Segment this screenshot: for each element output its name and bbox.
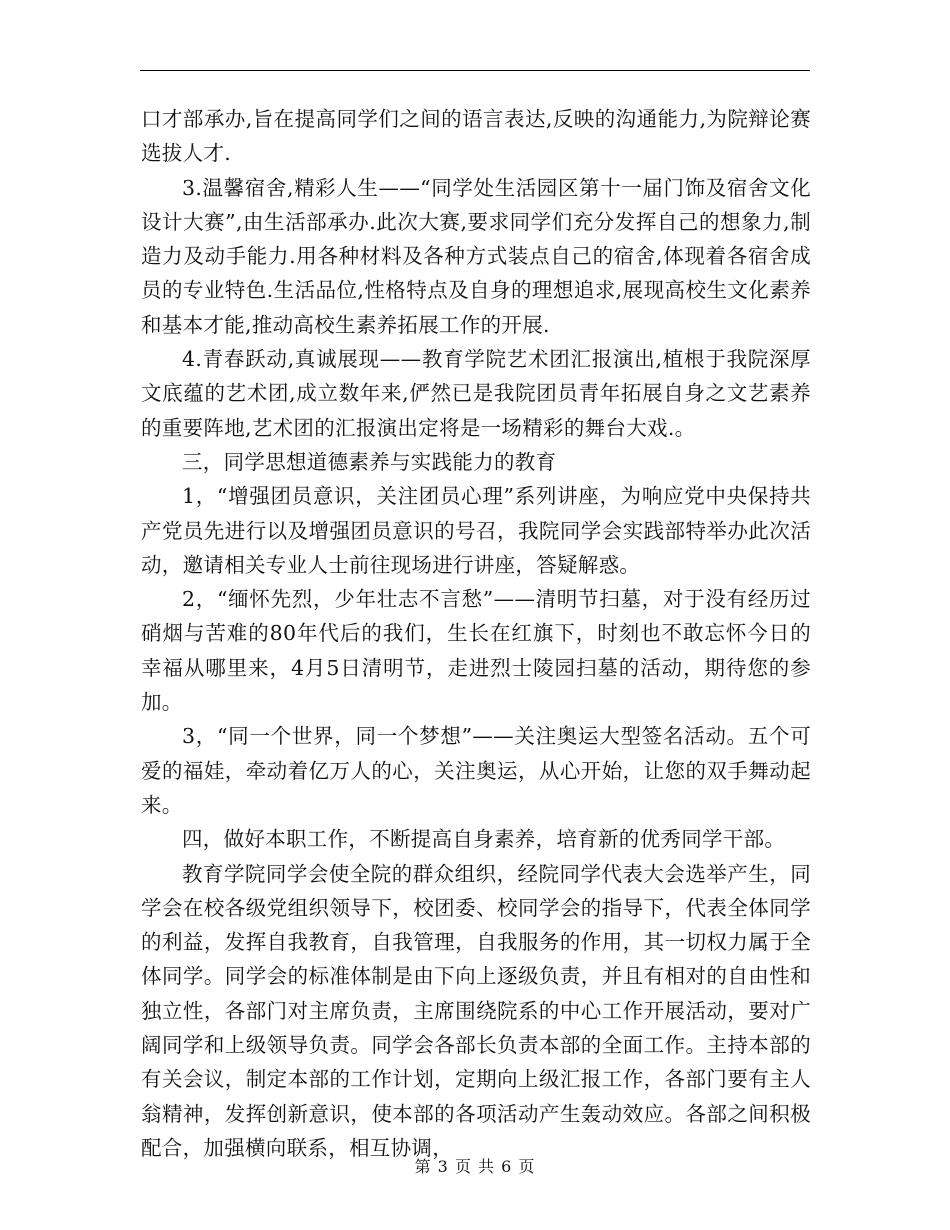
section-heading: 三，同学思想道德素养与实践能力的教育 bbox=[182, 449, 557, 474]
paragraph: 教育学院同学会使全院的群众组织，经院同学代表大会选举产生，同学会在校各级党组织领导下，校团委、校同学会的指导下，代表全体同学的利益，发挥自我教育，自我管理，自我服务的作用，其一切权力属于全体同学。同学会的标准体制是由下向上逐级负责，并且有相对的自由性和独立性，各部门对主席负责，主席围绕院系的中心工作开展活动，要对广阔同学和上级领导负责。同学会各部长负责本部的全面工作。主持本部的有关会议，制定本部的工作计划，定期向上级汇报工作，各部门要有主人翁精神，发挥创新意识，使本部的各项活动产生轰动效应。各部之间积极配合，加强横向联系，相互协调， bbox=[141, 861, 811, 1160]
paragraph: 4.青春跃动,真诚展现——教育学院艺术团汇报演出,植根于我院深厚文底蕴的艺术团,成立数年来,俨然已是我院团员青年拓展自身之文艺素养的重要阵地,艺术团的汇报演出定将是一场精彩的舞台大戏.。 bbox=[141, 347, 811, 440]
paragraph: 1，“增强团员意识，关注团员心理”系列讲座，为响应党中央保持共产党员先进行以及增强团员意识的号召，我院同学会实践部特举办此次活动，邀请相关专业人士前往现场进行讲座，答疑解惑。 bbox=[141, 484, 811, 577]
paragraph: 口才部承办,旨在提高同学们之间的语言表达,反映的沟通能力,为院辩论赛选拔人才. bbox=[141, 107, 811, 166]
header-rule bbox=[140, 70, 810, 71]
paragraph: 2，“缅怀先烈，少年壮志不言愁”——清明节扫墓，对于没有经历过硝烟与苦难的80年代后的我们，生长在红旗下，时刻也不敢忘怀今日的幸福从哪里来，4月5日清明节，走进烈士陵园扫墓的活动，期待您的参加。 bbox=[141, 587, 811, 715]
page-number-footer: 第 3 页 共 6 页 bbox=[414, 1157, 536, 1176]
section-heading: 四，做好本职工作，不断提高自身素养，培育新的优秀同学干部。 bbox=[182, 827, 786, 852]
paragraph: 3，“同一个世界，同一个梦想”——关注奥运大型签名活动。五个可爱的福娃，牵动着亿万人的心，关注奥运，从心开始，让您的双手舞动起来。 bbox=[141, 724, 811, 817]
paragraph: 3.温馨宿舍,精彩人生——“同学处生活园区第十一届门饰及宿舍文化设计大赛”,由生活部承办.此次大赛,要求同学们充分发挥自己的想象力,制造力及动手能力.用各种材料及各种方式装点自己的宿舍,体现着各宿舍成员的专业特色.生活品位,性格特点及自身的理想追求,展现高校生文化素养和基本才能,推动高校生素养拓展工作的开展. bbox=[141, 175, 811, 337]
body-text bbox=[141, 102, 811, 1165]
